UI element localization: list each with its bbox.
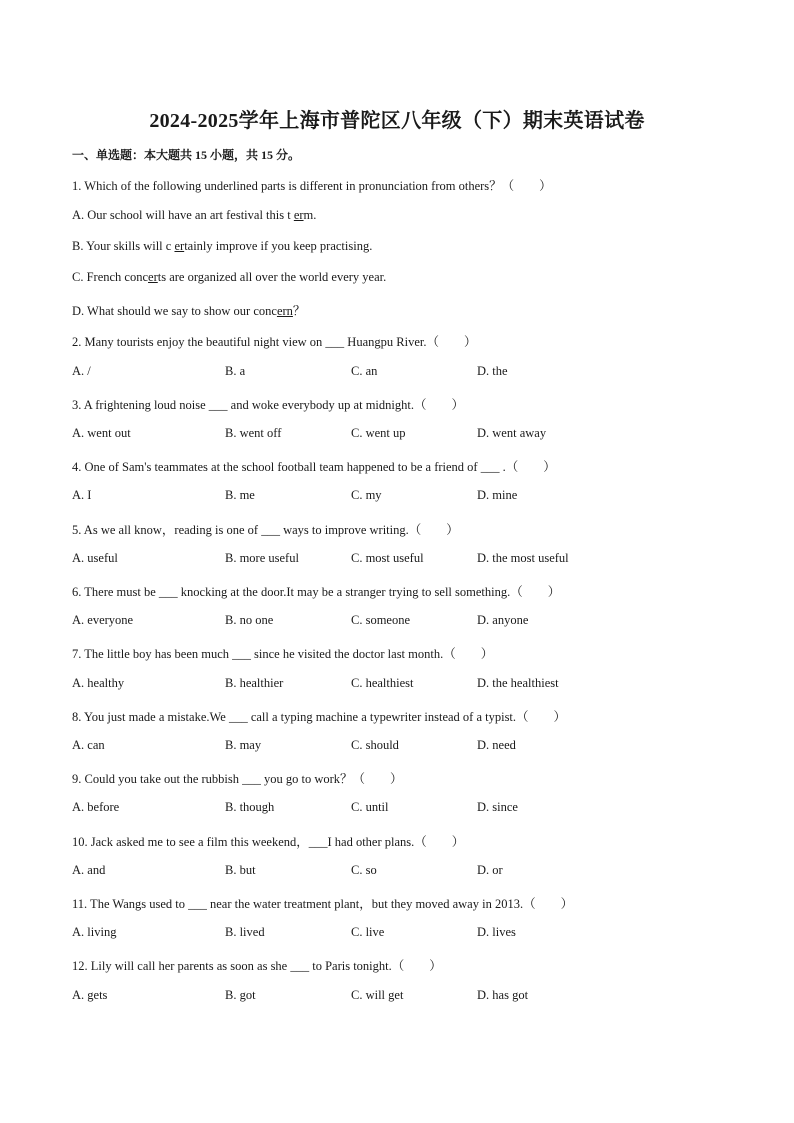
question-1-stem: 1. Which of the following underlined parts is different in pronunciation from others？（ ） bbox=[72, 179, 552, 193]
question-3-option-b: B. went off bbox=[225, 426, 282, 440]
question-3-option-d: D. went away bbox=[477, 426, 547, 440]
question-11-option-d: D. lives bbox=[477, 925, 516, 939]
question-1-option-d bbox=[72, 301, 305, 319]
question-1-option-a bbox=[72, 208, 316, 223]
question-5-option-d: D. the most useful bbox=[477, 551, 569, 565]
question-4-stem: 4. One of Sam's teammates at the school football team happened to be a friend of ___ .（ ） bbox=[72, 460, 556, 474]
question-11-option-c: C. live bbox=[351, 925, 385, 939]
question-8-option-c: C. should bbox=[351, 738, 399, 752]
question-12-option-c: C. will get bbox=[351, 988, 404, 1002]
question-2-option-d: D. the bbox=[477, 364, 508, 378]
question-1-option-b bbox=[72, 239, 372, 254]
question-10-option-d: D. or bbox=[477, 863, 503, 877]
question-12-option-b: B. got bbox=[225, 988, 256, 1002]
question-7-option-c: C. healthiest bbox=[351, 676, 414, 690]
question-6-option-b: B. no one bbox=[225, 613, 274, 627]
underlined-part: er bbox=[293, 208, 304, 222]
question-2-option-b: B. a bbox=[225, 364, 246, 378]
question-7-option-a: A. healthy bbox=[72, 676, 125, 690]
section-heading: 一、单选题：本大题共 15 小题，共 15 分。 bbox=[72, 148, 301, 162]
question-2-stem: 2. Many tourists enjoy the beautiful night view on ___ Huangpu River.（ ） bbox=[72, 335, 477, 349]
question-7-stem: 7. The little boy has been much ___ since he visited the doctor last month.（ ） bbox=[72, 647, 494, 661]
question-6-option-a: A. everyone bbox=[72, 613, 134, 627]
underlined-part: er bbox=[174, 239, 185, 253]
question-2-option-c: C. an bbox=[351, 364, 378, 378]
question-6-option-c: C. someone bbox=[351, 613, 411, 627]
question-5-stem: 5. As we all know，reading is one of ___ ways to improve writing.（ ） bbox=[72, 523, 459, 537]
question-10-option-a: A. and bbox=[72, 863, 106, 877]
question-8-option-b: B. may bbox=[225, 738, 262, 752]
question-11-stem: 11. The Wangs used to ___ near the water treatment plant，but they moved away in 2013.（ ） bbox=[72, 897, 574, 911]
question-9-stem: 9. Could you take out the rubbish ___ you go to work？（ ） bbox=[72, 772, 403, 786]
question-4-option-a: A. I bbox=[72, 488, 92, 502]
question-1-option-c bbox=[72, 270, 386, 285]
question-9-option-d: D. since bbox=[477, 800, 518, 814]
question-4-option-d: D. mine bbox=[477, 488, 518, 502]
question-4-option-b: B. me bbox=[225, 488, 255, 502]
question-5-option-b: B. more useful bbox=[225, 551, 299, 565]
option-text: D. What should we say to show our conc bbox=[72, 304, 277, 318]
question-9-option-a: A. before bbox=[72, 800, 120, 814]
option-text: C. French conc bbox=[72, 270, 149, 284]
question-6-stem: 6. There must be ___ knocking at the door.It may be a stranger trying to sell something.（ ） bbox=[72, 585, 561, 599]
question-5-option-c: C. most useful bbox=[351, 551, 424, 565]
underlined-part: ern bbox=[276, 304, 293, 318]
question-3-stem: 3. A frightening loud noise ___ and woke everybody up at midnight.（ ） bbox=[72, 398, 464, 412]
question-5-option-a: A. useful bbox=[72, 551, 118, 565]
question-4-option-c: C. my bbox=[351, 488, 382, 502]
question-10-stem: 10. Jack asked me to see a film this weekend，___I had other plans.（ ） bbox=[72, 835, 465, 849]
question-3-option-c: C. went up bbox=[351, 426, 406, 440]
question-8-option-d: D. need bbox=[477, 738, 516, 752]
option-text: A. Our school will have an art festival this t bbox=[72, 208, 294, 222]
underlined-part: er bbox=[148, 270, 158, 284]
question-9-option-b: B. though bbox=[225, 800, 275, 814]
question-9-option-c: C. until bbox=[351, 800, 389, 814]
option-text: ？ bbox=[292, 304, 306, 318]
question-12-option-a: A. gets bbox=[72, 988, 108, 1002]
option-text: B. Your skills will c bbox=[72, 239, 175, 253]
question-10-option-b: B. but bbox=[225, 863, 256, 877]
question-3-option-a: A. went out bbox=[72, 426, 131, 440]
question-8-option-a: A. can bbox=[72, 738, 105, 752]
option-text: tainly improve if you keep practising. bbox=[184, 239, 373, 253]
question-2-option-a: A. / bbox=[72, 364, 91, 378]
option-text: m. bbox=[303, 208, 317, 222]
question-10-option-c: C. so bbox=[351, 863, 377, 877]
question-11-option-b: B. lived bbox=[225, 925, 265, 939]
question-7-option-b: B. healthier bbox=[225, 676, 284, 690]
question-8-stem: 8. You just made a mistake.We ___ call a typing machine a typewriter instead of a typist.（ ） bbox=[72, 710, 567, 724]
question-6-option-d: D. anyone bbox=[477, 613, 529, 627]
question-11-option-a: A. living bbox=[72, 925, 117, 939]
option-text: ts are organized all over the world every year. bbox=[157, 270, 387, 284]
page-title: 2024-2025学年上海市普陀区八年级（下）期末英语试卷 bbox=[149, 110, 645, 132]
question-7-option-d: D. the healthiest bbox=[477, 676, 559, 690]
question-12-option-d: D. has got bbox=[477, 988, 529, 1002]
question-12-stem: 12. Lily will call her parents as soon as she ___ to Paris tonight.（ ） bbox=[72, 959, 442, 973]
